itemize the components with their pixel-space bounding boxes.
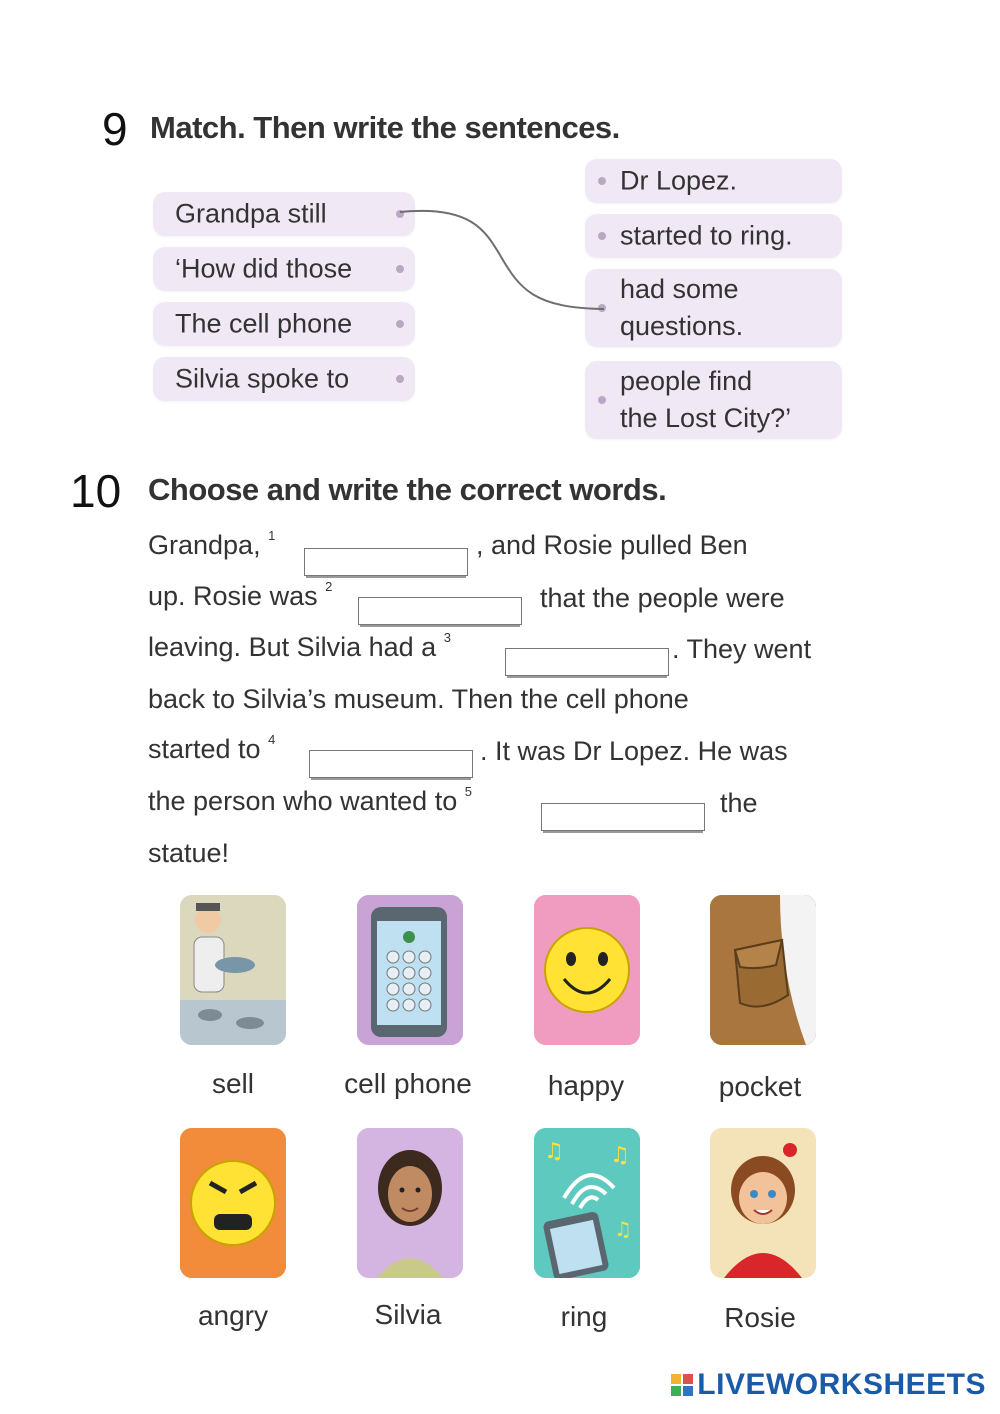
passage-line-1: Grandpa, $^1$ xyxy=(148,528,276,560)
angry-face-picture xyxy=(180,1128,286,1278)
word-ring: ring xyxy=(560,1301,608,1332)
word-happy: happy xyxy=(547,1070,625,1101)
brand-name: LIVEWORKSHEETS xyxy=(697,1368,986,1401)
pocket-picture xyxy=(710,895,816,1045)
match-left-text: ‘How did those xyxy=(175,253,353,284)
passage-line-6-end: the xyxy=(720,788,758,818)
match-connector-line xyxy=(0,0,1000,460)
answer-blank-1[interactable] xyxy=(304,548,468,576)
ringing-phone-picture xyxy=(534,1128,640,1278)
passage-line-3: leaving. But Silvia had a $^3$ xyxy=(148,630,451,662)
happy-face-picture xyxy=(534,895,640,1045)
exercise-9-title: Match. Then write the sentences. xyxy=(150,110,620,145)
word-angry: angry xyxy=(197,1300,269,1331)
word-pocket: pocket xyxy=(718,1071,802,1102)
passage-line-3-end: . They went xyxy=(672,634,812,664)
exercise-9-number: 9 xyxy=(102,103,128,155)
match-left-text: Grandpa still xyxy=(175,198,327,229)
cell-phone-picture xyxy=(357,895,463,1045)
liveworksheets-logo[interactable] xyxy=(671,1368,986,1402)
liveworksheets-icon xyxy=(671,1370,693,1392)
match-right-text: had some questions. xyxy=(620,274,744,341)
exercise-10-number: 10 xyxy=(70,465,122,517)
passage-line-6: the person who wanted to $^5$ xyxy=(148,784,472,816)
word-sell: sell xyxy=(211,1068,254,1099)
match-left-text: The cell phone xyxy=(175,308,353,339)
match-right-text: Dr Lopez. xyxy=(620,165,738,196)
svg-text:♫: ♫ xyxy=(610,1143,630,1168)
rosie-picture xyxy=(710,1128,816,1278)
answer-blank-3[interactable] xyxy=(505,648,669,676)
match-right-text: people find the Lost City?’ xyxy=(620,366,792,433)
passage-line-1-end: , and Rosie pulled Ben xyxy=(476,530,748,560)
word-silvia: Silvia xyxy=(374,1299,442,1330)
match-right-text: started to ring. xyxy=(620,220,793,251)
answer-blank-2[interactable] xyxy=(358,597,522,625)
answer-blank-5[interactable] xyxy=(541,803,705,831)
answer-blank-4[interactable] xyxy=(309,750,473,778)
passage-line-5: started to $^4$ xyxy=(148,732,276,764)
word-rosie: Rosie xyxy=(724,1302,796,1333)
passage-line-4: back to Silvia’s museum. Then the cell phone xyxy=(148,684,689,714)
svg-text:♫: ♫ xyxy=(544,1139,564,1164)
exercise-10-title: Choose and write the correct words. xyxy=(148,472,667,507)
word-cell-phone: cell phone xyxy=(344,1068,472,1099)
passage-line-7: statue! xyxy=(148,838,230,868)
passage-line-2-end: that the people were xyxy=(540,583,785,613)
silvia-picture xyxy=(357,1128,463,1278)
sell-picture xyxy=(180,895,286,1045)
passage-line-5-end: . It was Dr Lopez. He was xyxy=(480,736,788,766)
match-left-text: Silvia spoke to xyxy=(175,363,350,394)
passage-line-2: up. Rosie was $^2$ xyxy=(148,579,333,611)
svg-text:♫: ♫ xyxy=(614,1217,632,1241)
